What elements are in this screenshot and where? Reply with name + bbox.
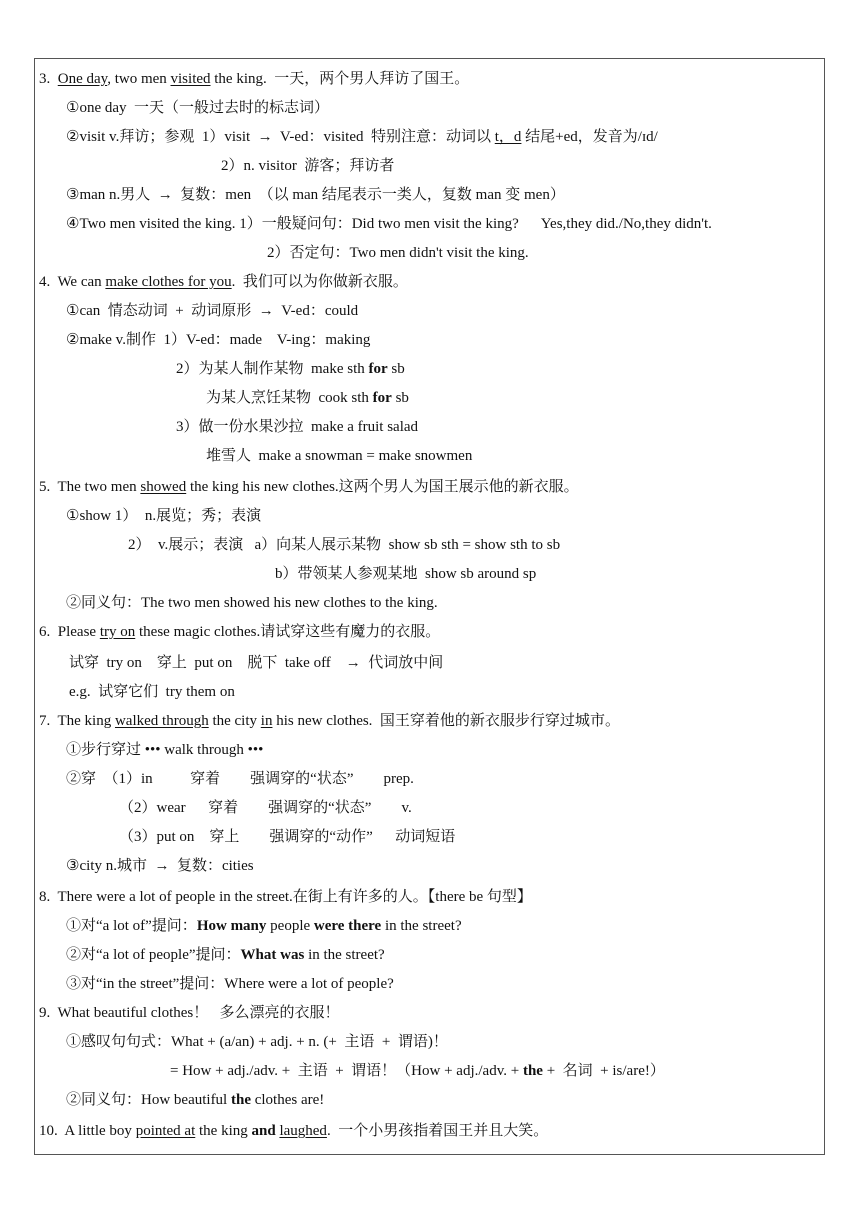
text-line — [66, 740, 263, 760]
text-line — [39, 887, 532, 907]
text-segment: 6. Please — [39, 624, 100, 640]
text-segment: ③city n.城市 → 复数：cities — [66, 858, 254, 874]
text-line — [39, 622, 440, 642]
text-line — [66, 769, 414, 789]
text-segment: the king. 一天，两个男人拜访了国王。 — [210, 71, 470, 87]
text-segment: （3）put on 穿上 强调穿的“动作” 动词短语 — [119, 829, 456, 845]
text-segment: the king — [195, 1123, 252, 1139]
notes-box — [34, 58, 825, 1155]
text-line — [66, 214, 712, 234]
text-segment: . 我们可以为你做新衣服。 — [231, 274, 408, 290]
text-line — [66, 506, 261, 526]
text-line — [39, 272, 408, 292]
text-line — [66, 1090, 324, 1110]
text-line — [221, 156, 394, 176]
text-segment: e.g. 试穿它们 try them on — [69, 684, 235, 700]
text-segment: 8. There were a lot of people in the street.在街上有许多的人。【there be 句型】 — [39, 889, 532, 905]
text-segment: 4. We can — [39, 274, 106, 290]
text-segment: ①one day 一天（一般过去时的标志词） — [66, 100, 330, 116]
text-segment: 2）否定句：Two men didn't visit the king. — [267, 245, 529, 261]
text-line — [66, 185, 565, 205]
text-segment: ③对“in the street”提问：Where were a lot of people? — [66, 976, 394, 992]
text-segment: ②visit v.拜访；参观 1）visit → V-ed：visited 特别注意：动词以 — [66, 129, 495, 145]
underlined-phrase: try on — [99, 624, 136, 640]
text-line — [176, 417, 418, 437]
underlined-phrase: walked through — [114, 713, 209, 729]
underlined-phrase: laughed — [279, 1123, 327, 1139]
text-segment: in the street? — [381, 918, 462, 934]
text-segment: his new clothes. 国王穿着他的新衣服步行穿过城市。 — [272, 713, 620, 729]
text-segment: ②穿 （1）in 穿着 强调穿的“状态” prep. — [66, 771, 414, 787]
text-segment: 2） v.展示；表演 a）向某人展示某物 show sb sth = show sth to sb — [128, 537, 561, 553]
text-line — [170, 1061, 665, 1081]
text-line — [66, 127, 658, 147]
text-segment: people — [266, 918, 314, 934]
text-segment: b）带领某人参观某地 show sb around sp — [275, 566, 537, 582]
underlined-phrase: visited — [170, 71, 211, 87]
bold-phrase: the — [522, 1063, 543, 1079]
text-line — [66, 856, 254, 876]
text-line — [119, 798, 412, 818]
text-segment: 5. The two men — [39, 479, 141, 495]
text-segment: 为某人烹饪某物 cook sth — [206, 390, 373, 406]
bold-phrase: for — [368, 361, 388, 377]
text-line — [66, 593, 438, 613]
text-segment: 2）为某人制作某物 make sth — [176, 361, 369, 377]
text-line — [39, 477, 579, 497]
bold-phrase: and — [251, 1123, 276, 1139]
bold-phrase: What was — [240, 947, 305, 963]
text-segment: ②同义句：The two men showed his new clothes to the king. — [66, 595, 438, 611]
text-segment: the king his new clothes.这两个男人为国王展示他的新衣服。 — [186, 479, 579, 495]
text-line — [39, 1003, 340, 1023]
text-line — [66, 1032, 448, 1052]
text-segment: ①can 情态动词 + 动词原形 → V-ed：could — [66, 303, 359, 319]
text-segment: these magic clothes.请试穿这些有魔力的衣服。 — [135, 624, 441, 640]
text-segment: 10. A little boy — [39, 1123, 136, 1139]
text-segment: ②对“a lot of people”提问： — [66, 947, 241, 963]
text-segment: 2）n. visitor 游客；拜访者 — [221, 158, 395, 174]
text-segment: clothes are! — [250, 1092, 325, 1108]
text-line — [267, 243, 529, 263]
text-segment: ①步行穿过 ••• walk through ••• — [66, 742, 264, 758]
text-line — [66, 98, 329, 118]
text-segment: . 一个小男孩指着国王并且大笑。 — [326, 1123, 549, 1139]
text-segment: 结尾+ed，发音为/ɪd/ — [521, 129, 658, 145]
underlined-phrase: in — [260, 713, 273, 729]
text-segment: 3. — [39, 71, 58, 87]
text-line — [275, 564, 536, 584]
text-segment: ④Two men visited the king. 1）一般疑问句：Did two men visit the king? Yes,they did./No,they didn't. — [66, 216, 712, 232]
bold-phrase: the — [230, 1092, 251, 1108]
text-segment: ①show 1） n.展览；秀；表演 — [66, 508, 262, 524]
text-line — [119, 827, 455, 847]
text-segment: + 名词 + is/are!） — [542, 1063, 665, 1079]
text-line — [69, 653, 443, 673]
text-segment: the city — [208, 713, 261, 729]
text-segment: （2）wear 穿着 强调穿的“状态” v. — [119, 800, 412, 816]
text-segment: = How + adj./adv. + 主语 + 谓语！（How + adj./adv. + — [170, 1063, 523, 1079]
text-segment: in the street? — [304, 947, 385, 963]
text-segment: sb — [391, 390, 409, 406]
text-segment: ①对“a lot of”提问： — [66, 918, 197, 934]
text-line — [66, 330, 370, 350]
bold-phrase: for — [372, 390, 392, 406]
text-segment: 7. The king — [39, 713, 115, 729]
text-line — [39, 1121, 548, 1141]
text-segment: ②make v.制作 1）V-ed：made V-ing：making — [66, 332, 371, 348]
text-line — [206, 388, 409, 408]
underlined-phrase: t，d — [494, 129, 522, 145]
text-segment: 堆雪人 make a snowman = make snowmen — [206, 448, 473, 464]
text-segment: 9. What beautiful clothes！ 多么漂亮的衣服！ — [39, 1005, 340, 1021]
text-line — [39, 69, 469, 89]
text-line — [128, 535, 560, 555]
text-segment: 试穿 try on 穿上 put on 脱下 take off → 代词放中间 — [69, 655, 444, 671]
text-segment: 3）做一份水果沙拉 make a fruit salad — [176, 419, 419, 435]
underlined-phrase: showed — [140, 479, 187, 495]
text-segment: sb — [387, 361, 405, 377]
text-segment: ③man n.男人 → 复数：men （以 man 结尾表示一类人，复数 man 变 men） — [66, 187, 565, 203]
text-line — [39, 711, 620, 731]
text-line — [66, 916, 462, 936]
text-line — [66, 945, 385, 965]
text-segment: ②同义句：How beautiful — [66, 1092, 231, 1108]
text-segment: ①感叹句句式：What + (a/an) + adj. + n. (+ 主语 + 谓语)！ — [66, 1034, 448, 1050]
text-line — [69, 682, 235, 702]
text-segment: , two men — [107, 71, 171, 87]
text-line — [66, 974, 394, 994]
text-line — [176, 359, 405, 379]
bold-phrase: were there — [313, 918, 382, 934]
text-line — [66, 301, 358, 321]
underlined-phrase: pointed at — [135, 1123, 196, 1139]
text-line — [206, 446, 472, 466]
underlined-phrase: make clothes for you — [105, 274, 232, 290]
bold-phrase: How many — [196, 918, 267, 934]
underlined-phrase: One day — [57, 71, 108, 87]
